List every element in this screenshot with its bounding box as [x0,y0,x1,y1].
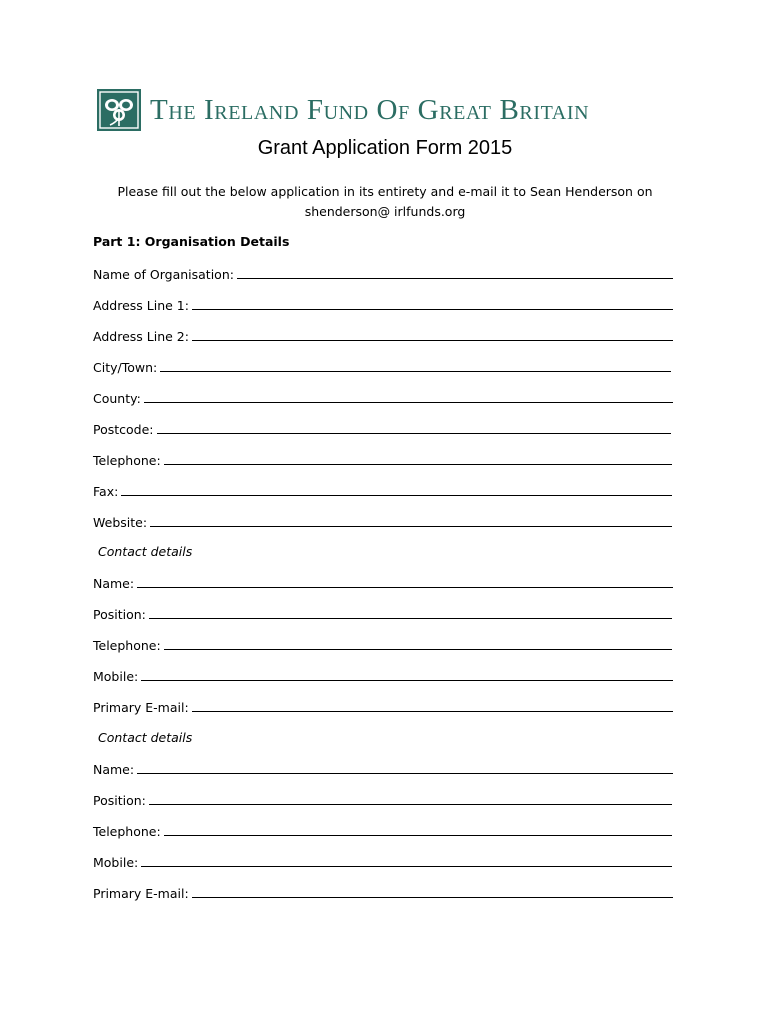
field-input-line[interactable] [164,835,672,836]
field-input-line[interactable] [149,618,672,619]
field-contact1-email[interactable] [93,697,673,715]
field-input-line[interactable] [137,587,673,588]
field-address-line-1[interactable] [93,295,673,313]
page-header [96,88,589,132]
field-contact1-telephone[interactable] [93,635,672,653]
field-contact2-telephone[interactable] [93,821,672,839]
intro-line-1: Please fill out the below application in its entirety and e-mail it to Sean Henderson on [117,184,653,199]
field-input-line[interactable] [164,649,672,650]
field-organisation-name[interactable] [93,264,673,282]
field-contact1-name[interactable] [93,573,673,591]
field-postcode[interactable] [93,419,671,437]
field-contact1-position[interactable] [93,604,672,622]
field-input-line[interactable] [121,495,672,496]
field-input-line[interactable] [192,340,673,341]
field-contact2-position[interactable] [93,790,672,808]
field-contact2-email[interactable] [93,883,673,901]
field-label: County: [93,391,141,406]
field-label: Postcode: [93,422,154,437]
field-contact2-mobile[interactable] [93,852,672,870]
field-input-line[interactable] [237,278,673,279]
form-title: Grant Application Form 2015 [257,137,513,159]
intro-line-2: shenderson@ irlfunds.org [304,204,466,219]
field-input-line[interactable] [137,773,673,774]
field-label: Fax: [93,484,119,499]
field-contact2-name[interactable] [93,759,673,777]
field-label: Name of Organisation: [93,267,234,282]
section-heading-part1: Part 1: Organisation Details [93,234,290,249]
field-label: Mobile: [93,855,139,870]
field-label: Name: [93,576,135,591]
field-input-line[interactable] [160,371,671,372]
field-telephone[interactable] [93,450,672,468]
field-label: Telephone: [93,824,161,839]
field-county[interactable] [93,388,673,406]
field-label: City/Town: [93,360,158,375]
field-input-line[interactable] [144,402,673,403]
field-label: Telephone: [93,453,161,468]
field-label: Address Line 1: [93,298,189,313]
field-fax[interactable] [93,481,672,499]
field-label: Mobile: [93,669,139,684]
field-contact1-mobile[interactable] [93,666,673,684]
shamrock-logo-icon [96,88,142,132]
field-input-line[interactable] [157,433,671,434]
field-label: Address Line 2: [93,329,189,344]
org-name: The Ireland Fund Of Great Britain [150,93,590,126]
field-input-line[interactable] [164,464,672,465]
field-label: Telephone: [93,638,161,653]
field-input-line[interactable] [192,711,673,712]
field-input-line[interactable] [149,804,672,805]
field-label: Primary E-mail: [93,886,189,901]
contact-details-heading-1: Contact details [98,544,193,559]
field-label: Website: [93,515,148,530]
field-input-line[interactable] [141,680,673,681]
intro-text [0,182,770,222]
field-label: Position: [93,607,146,622]
field-input-line[interactable] [141,866,672,867]
field-label: Primary E-mail: [93,700,189,715]
field-label: Name: [93,762,135,777]
field-address-line-2[interactable] [93,326,673,344]
field-input-line[interactable] [150,526,672,527]
field-input-line[interactable] [192,897,673,898]
contact-details-heading-2: Contact details [98,730,193,745]
field-label: Position: [93,793,146,808]
field-input-line[interactable] [192,309,673,310]
field-city-town[interactable] [93,357,671,375]
field-website[interactable] [93,512,672,530]
